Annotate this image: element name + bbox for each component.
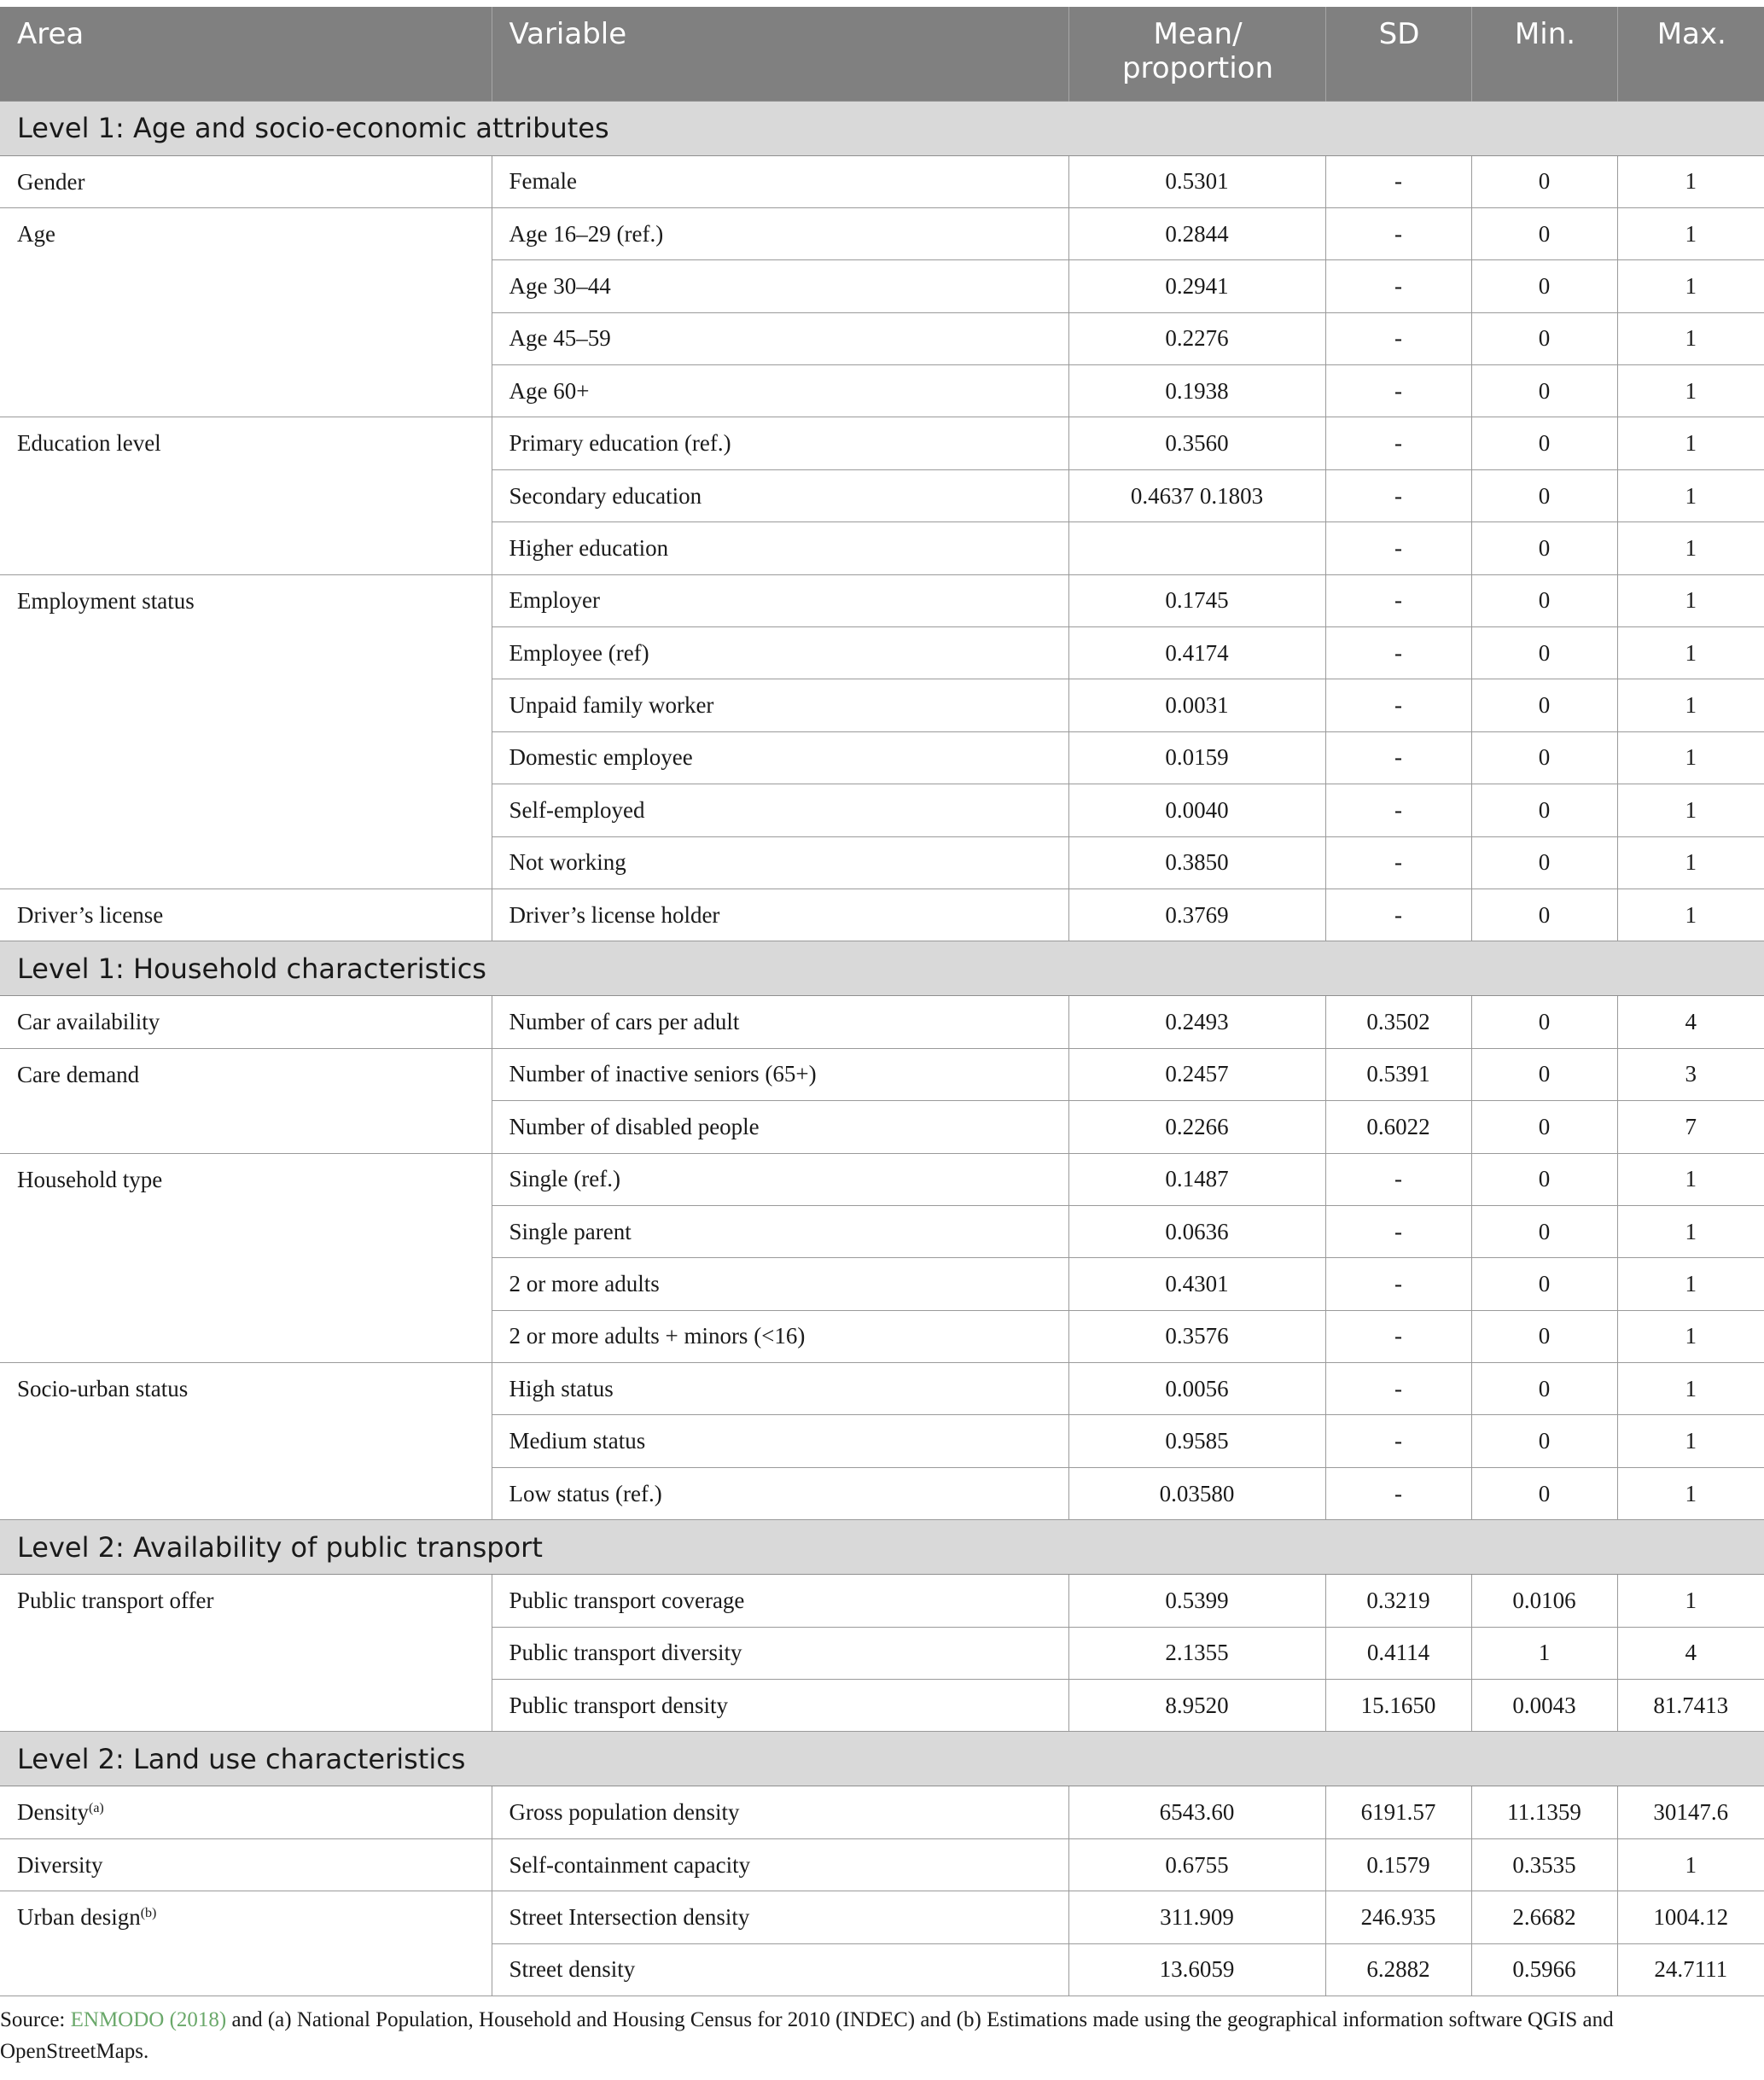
sd-cell: - (1325, 1415, 1471, 1467)
mean-cell: 0.3769 (1068, 889, 1325, 941)
variable-cell: Street density (492, 1943, 1068, 1996)
mean-cell: 0.2493 (1068, 996, 1325, 1048)
table-container (0, 7, 1764, 1996)
section-header-row (0, 941, 1764, 996)
min-cell: 0 (1471, 155, 1617, 207)
table-row (0, 417, 1764, 469)
variable-cell: Primary education (ref.) (492, 417, 1068, 469)
mean-cell: 311.909 (1068, 1891, 1325, 1943)
mean-cell: 0.3560 (1068, 417, 1325, 469)
max-cell: 1 (1617, 312, 1764, 364)
mean-cell: 8.9520 (1068, 1680, 1325, 1732)
area-label: Employment status (17, 587, 195, 614)
mean-cell: 0.0159 (1068, 731, 1325, 784)
min-cell: 0.5966 (1471, 1943, 1617, 1996)
sd-cell: - (1325, 679, 1471, 731)
mean-cell: 0.2276 (1068, 312, 1325, 364)
variable-cell: Age 60+ (492, 365, 1068, 417)
sd-cell: - (1325, 312, 1471, 364)
variable-cell: Gross population density (492, 1786, 1068, 1838)
min-cell: 0 (1471, 1101, 1617, 1153)
section-title: Level 2: Land use characteristics (0, 1732, 1764, 1786)
sd-cell: 246.935 (1325, 1891, 1471, 1943)
max-cell: 4 (1617, 1627, 1764, 1679)
mean-cell: 0.1487 (1068, 1153, 1325, 1205)
variable-cell: Unpaid family worker (492, 679, 1068, 731)
mean-cell: 0.3576 (1068, 1310, 1325, 1362)
variable-cell: Female (492, 155, 1068, 207)
mean-cell: 13.6059 (1068, 1943, 1325, 1996)
table-row (0, 1575, 1764, 1627)
header-variable: Variable (492, 7, 1068, 101)
sd-cell: 0.3219 (1325, 1575, 1471, 1627)
variable-cell: Street Intersection density (492, 1891, 1068, 1943)
variable-cell: Higher education (492, 522, 1068, 574)
min-cell: 0 (1471, 207, 1617, 259)
header-mean-proportion: Mean/ proportion (1068, 7, 1325, 101)
area-label: Household type (17, 1166, 163, 1192)
mean-cell: 0.0031 (1068, 679, 1325, 731)
sd-cell: - (1325, 627, 1471, 679)
sd-cell: - (1325, 207, 1471, 259)
section-header-row (0, 1520, 1764, 1575)
variable-cell: Public transport coverage (492, 1575, 1068, 1627)
area-label: Density (17, 1799, 89, 1826)
header-min: Min. (1471, 7, 1617, 101)
max-cell: 1 (1617, 522, 1764, 574)
min-cell: 0 (1471, 836, 1617, 889)
table-row (0, 1891, 1764, 1943)
max-cell: 1 (1617, 260, 1764, 312)
max-cell: 1 (1617, 1415, 1764, 1467)
source-note (0, 2004, 1758, 2067)
max-cell: 4 (1617, 996, 1764, 1048)
variable-cell: Low status (ref.) (492, 1467, 1068, 1519)
min-cell: 0 (1471, 1258, 1617, 1310)
sd-cell: - (1325, 1258, 1471, 1310)
mean-cell: 0.4174 (1068, 627, 1325, 679)
area-cell (0, 207, 492, 417)
area-cell (0, 1575, 492, 1732)
sd-cell: - (1325, 469, 1471, 521)
sd-cell: - (1325, 574, 1471, 626)
max-cell: 1 (1617, 365, 1764, 417)
variable-cell: Number of cars per adult (492, 996, 1068, 1048)
table-row (0, 996, 1764, 1048)
variable-cell: Single parent (492, 1205, 1068, 1257)
area-label: Public transport offer (17, 1588, 214, 1614)
mean-cell: 0.9585 (1068, 1415, 1325, 1467)
area-label: Diversity (17, 1851, 103, 1878)
max-cell: 3 (1617, 1048, 1764, 1100)
min-cell: 0 (1471, 1467, 1617, 1519)
source-link[interactable]: ENMODO (2018) (70, 2008, 227, 2031)
table-row (0, 574, 1764, 626)
area-label: Age (17, 220, 55, 247)
sd-cell: - (1325, 1310, 1471, 1362)
sd-cell: - (1325, 1467, 1471, 1519)
area-label: Car availability (17, 1009, 160, 1035)
variable-cell: Single (ref.) (492, 1153, 1068, 1205)
mean-cell: 0.0040 (1068, 784, 1325, 836)
variable-cell: Not working (492, 836, 1068, 889)
mean-cell: 0.6755 (1068, 1838, 1325, 1891)
area-cell (0, 1363, 492, 1520)
max-cell: 1 (1617, 1153, 1764, 1205)
sd-cell: 15.1650 (1325, 1680, 1471, 1732)
header-max: Max. (1617, 7, 1764, 101)
sd-cell: - (1325, 836, 1471, 889)
area-cell (0, 1891, 492, 1996)
sd-cell: - (1325, 522, 1471, 574)
area-cell (0, 1838, 492, 1891)
table-row (0, 1153, 1764, 1205)
min-cell: 0 (1471, 260, 1617, 312)
mean-cell: 0.4301 (1068, 1258, 1325, 1310)
max-cell: 1 (1617, 784, 1764, 836)
min-cell: 0 (1471, 1310, 1617, 1362)
section-title: Level 1: Household characteristics (0, 941, 1764, 996)
max-cell: 1 (1617, 1363, 1764, 1415)
variable-cell: High status (492, 1363, 1068, 1415)
sd-cell: - (1325, 889, 1471, 941)
variable-cell: Public transport density (492, 1680, 1068, 1732)
max-cell: 1 (1617, 574, 1764, 626)
sd-cell: 0.5391 (1325, 1048, 1471, 1100)
variable-cell: Self-employed (492, 784, 1068, 836)
min-cell: 2.6682 (1471, 1891, 1617, 1943)
min-cell: 1 (1471, 1627, 1617, 1679)
area-cell (0, 574, 492, 889)
sd-cell: - (1325, 155, 1471, 207)
mean-cell: 0.0636 (1068, 1205, 1325, 1257)
variable-cell: Age 30–44 (492, 260, 1068, 312)
min-cell: 0 (1471, 627, 1617, 679)
max-cell: 1 (1617, 469, 1764, 521)
mean-cell: 0.2941 (1068, 260, 1325, 312)
min-cell: 0.0106 (1471, 1575, 1617, 1627)
section-title: Level 1: Age and socio-economic attributes (0, 101, 1764, 155)
variable-cell: Domestic employee (492, 731, 1068, 784)
area-label: Education level (17, 430, 161, 457)
variable-cell: Self-containment capacity (492, 1838, 1068, 1891)
max-cell: 1 (1617, 207, 1764, 259)
table-row (0, 889, 1764, 941)
min-cell: 0.3535 (1471, 1838, 1617, 1891)
area-footnote-marker: (a) (89, 1801, 104, 1816)
section-header-row (0, 1732, 1764, 1786)
min-cell: 0 (1471, 365, 1617, 417)
mean-cell: 0.5301 (1068, 155, 1325, 207)
source-line2: OpenStreetMaps. (0, 2040, 149, 2063)
max-cell: 1 (1617, 155, 1764, 207)
statistics-table (0, 7, 1764, 1996)
max-cell: 1 (1617, 731, 1764, 784)
source-prefix: Source: (0, 2008, 71, 2031)
mean-cell: 0.5399 (1068, 1575, 1325, 1627)
table-row (0, 1786, 1764, 1838)
area-cell (0, 1048, 492, 1153)
sd-cell: - (1325, 1153, 1471, 1205)
variable-cell: Secondary education (492, 469, 1068, 521)
variable-cell: 2 or more adults + minors (<16) (492, 1310, 1068, 1362)
table-header-row (0, 7, 1764, 101)
variable-cell: Driver’s license holder (492, 889, 1068, 941)
max-cell: 1 (1617, 889, 1764, 941)
min-cell: 0 (1471, 1205, 1617, 1257)
max-cell: 1 (1617, 1838, 1764, 1891)
variable-cell: Public transport diversity (492, 1627, 1068, 1679)
mean-cell: 0.2266 (1068, 1101, 1325, 1153)
table-body (0, 101, 1764, 1996)
sd-cell: 6.2882 (1325, 1943, 1471, 1996)
mean-cell (1068, 522, 1325, 574)
area-label: Driver’s license (17, 901, 164, 928)
min-cell: 0 (1471, 574, 1617, 626)
sd-cell: 0.1579 (1325, 1838, 1471, 1891)
mean-cell: 0.3850 (1068, 836, 1325, 889)
area-cell (0, 889, 492, 941)
table-row (0, 207, 1764, 259)
area-label: Socio-urban status (17, 1376, 189, 1402)
max-cell: 30147.6 (1617, 1786, 1764, 1838)
area-label: Gender (17, 168, 85, 195)
min-cell: 0 (1471, 889, 1617, 941)
area-cell (0, 155, 492, 207)
min-cell: 0 (1471, 417, 1617, 469)
table-row (0, 1363, 1764, 1415)
max-cell: 1004.12 (1617, 1891, 1764, 1943)
area-footnote-marker: (b) (140, 1906, 157, 1921)
min-cell: 0 (1471, 469, 1617, 521)
source-line1: and (a) National Population, Household and Housing Census for 2010 (INDEC) and (b) Estimations made using the geographical information software QGIS and (226, 2008, 1614, 2031)
variable-cell: Age 45–59 (492, 312, 1068, 364)
mean-cell: 0.4637 0.1803 (1068, 469, 1325, 521)
mean-cell: 6543.60 (1068, 1786, 1325, 1838)
sd-cell: - (1325, 260, 1471, 312)
max-cell: 1 (1617, 836, 1764, 889)
mean-cell: 0.2457 (1068, 1048, 1325, 1100)
min-cell: 0 (1471, 1048, 1617, 1100)
sd-cell: - (1325, 731, 1471, 784)
mean-cell: 0.1938 (1068, 365, 1325, 417)
min-cell: 0 (1471, 522, 1617, 574)
min-cell: 0 (1471, 312, 1617, 364)
max-cell: 1 (1617, 1575, 1764, 1627)
area-cell (0, 1786, 492, 1838)
variable-cell: Number of inactive seniors (65+) (492, 1048, 1068, 1100)
sd-cell: - (1325, 365, 1471, 417)
area-cell (0, 417, 492, 574)
sd-cell: 0.3502 (1325, 996, 1471, 1048)
max-cell: 81.7413 (1617, 1680, 1764, 1732)
mean-cell: 0.03580 (1068, 1467, 1325, 1519)
mean-cell: 0.1745 (1068, 574, 1325, 626)
variable-cell: Medium status (492, 1415, 1068, 1467)
variable-cell: Age 16–29 (ref.) (492, 207, 1068, 259)
max-cell: 7 (1617, 1101, 1764, 1153)
max-cell: 1 (1617, 1205, 1764, 1257)
min-cell: 0 (1471, 784, 1617, 836)
section-title: Level 2: Availability of public transport (0, 1520, 1764, 1575)
min-cell: 0 (1471, 731, 1617, 784)
area-label: Care demand (17, 1061, 140, 1087)
min-cell: 0 (1471, 679, 1617, 731)
max-cell: 1 (1617, 1467, 1764, 1519)
sd-cell: 0.4114 (1325, 1627, 1471, 1679)
sd-cell: - (1325, 1363, 1471, 1415)
min-cell: 0 (1471, 996, 1617, 1048)
min-cell: 0.0043 (1471, 1680, 1617, 1732)
max-cell: 1 (1617, 1310, 1764, 1362)
mean-cell: 0.2844 (1068, 207, 1325, 259)
mean-cell: 0.0056 (1068, 1363, 1325, 1415)
section-header-row (0, 101, 1764, 155)
sd-cell: - (1325, 1205, 1471, 1257)
sd-cell: 6191.57 (1325, 1786, 1471, 1838)
sd-cell: 0.6022 (1325, 1101, 1471, 1153)
min-cell: 11.1359 (1471, 1786, 1617, 1838)
mean-cell: 2.1355 (1068, 1627, 1325, 1679)
sd-cell: - (1325, 417, 1471, 469)
max-cell: 1 (1617, 679, 1764, 731)
header-sd: SD (1325, 7, 1471, 101)
sd-cell: - (1325, 784, 1471, 836)
variable-cell: Number of disabled people (492, 1101, 1068, 1153)
min-cell: 0 (1471, 1415, 1617, 1467)
variable-cell: Employer (492, 574, 1068, 626)
max-cell: 1 (1617, 417, 1764, 469)
max-cell: 1 (1617, 627, 1764, 679)
min-cell: 0 (1471, 1153, 1617, 1205)
table-row (0, 1048, 1764, 1100)
area-cell (0, 996, 492, 1048)
variable-cell: Employee (ref) (492, 627, 1068, 679)
header-area: Area (0, 7, 492, 101)
variable-cell: 2 or more adults (492, 1258, 1068, 1310)
area-cell (0, 1153, 492, 1363)
max-cell: 1 (1617, 1258, 1764, 1310)
table-row (0, 1838, 1764, 1891)
area-label: Urban design (17, 1904, 141, 1931)
table-row (0, 155, 1764, 207)
max-cell: 24.7111 (1617, 1943, 1764, 1996)
min-cell: 0 (1471, 1363, 1617, 1415)
